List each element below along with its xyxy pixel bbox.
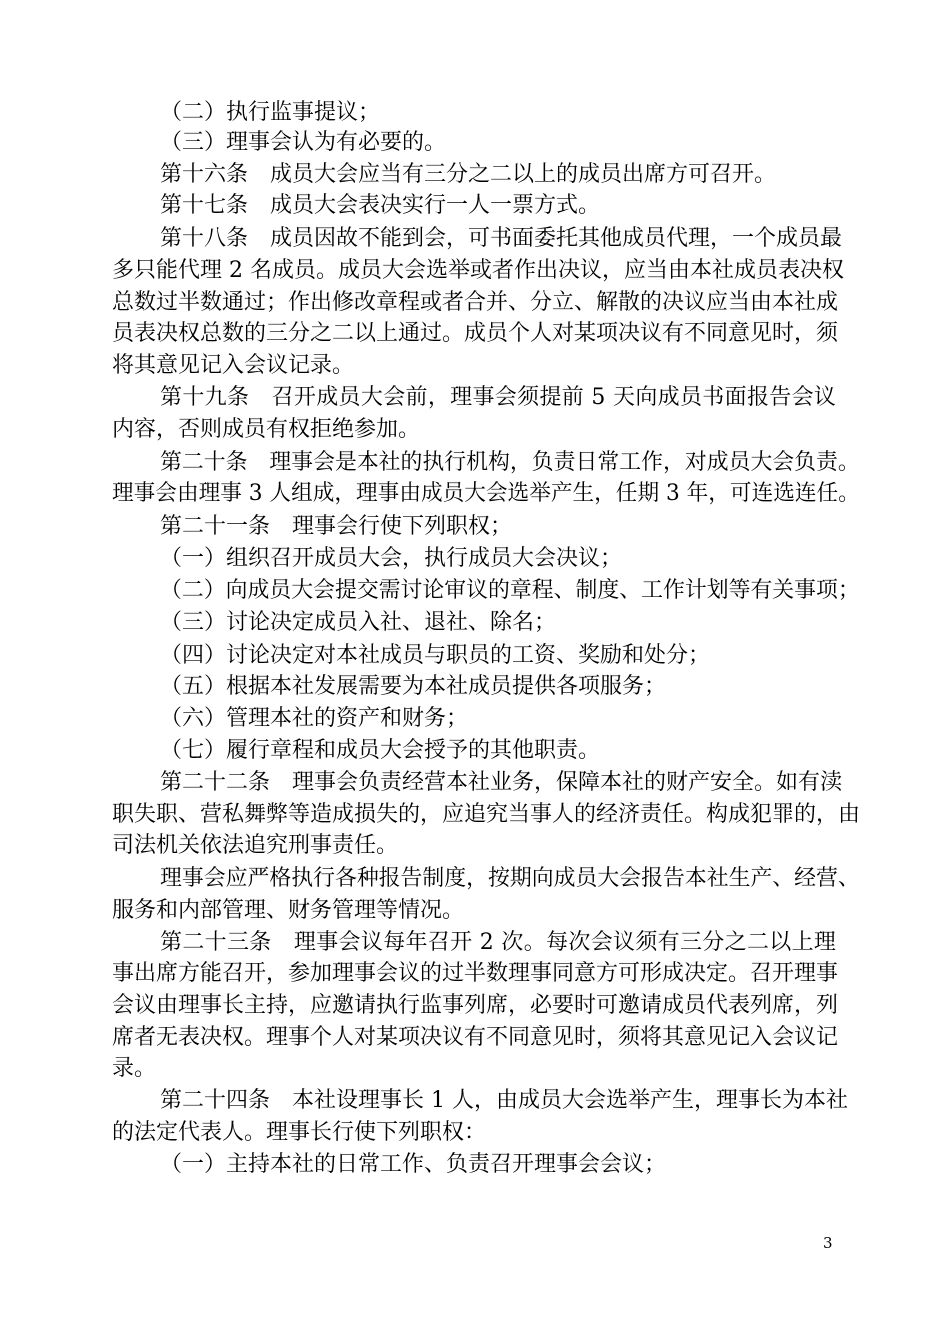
text-line: （一）主持本社的日常工作、负责召开理事会会议；	[160, 1152, 667, 1177]
text-line: 内容，否则成员有权拒绝参加。	[112, 417, 421, 442]
text-line: （二）向成员大会提交需讨论审议的章程、制度、工作计划等有关事项；	[160, 578, 860, 603]
text-line: 第二十条 理事会是本社的执行机构，负责日常工作，对成员大会负责。	[160, 450, 860, 475]
text-line: 第二十三条 理事会议每年召开 2 次。每次会议须有三分之二以上理	[160, 930, 837, 955]
text-line: 总数过半数通过；作出修改章程或者合并、分立、解散的决议应当由本社成	[112, 290, 839, 315]
text-line: 司法机关依法追究刑事责任。	[112, 833, 399, 858]
text-line: （六）管理本社的资产和财务；	[160, 706, 469, 731]
text-line: 第十九条 召开成员大会前，理事会须提前 5 天向成员书面报告会议	[160, 385, 837, 410]
text-line: 服务和内部管理、财务管理等情况。	[112, 898, 465, 923]
page-number: 3	[823, 1234, 833, 1252]
text-line: 会议由理事长主持，应邀请执行监事列席，必要时可邀请成员代表列席，列	[112, 993, 839, 1018]
text-line: 将其意见记入会议记录。	[112, 353, 355, 378]
text-line: （五）根据本社发展需要为本社成员提供各项服务；	[160, 674, 667, 699]
text-line: 第十七条 成员大会表决实行一人一票方式。	[160, 193, 601, 218]
text-line: 席者无表决权。理事个人对某项决议有不同意见时，须将其意见记入会议记	[112, 1025, 839, 1050]
text-line: 多只能代理 2 名成员。成员大会选举或者作出决议，应当由本社成员表决权	[112, 258, 844, 283]
text-line: 理事会由理事 3 人组成，理事由成员大会选举产生，任期 3 年，可连选连任。	[112, 481, 860, 506]
text-line: 第二十四条 本社设理事长 1 人，由成员大会选举产生，理事长为本社	[160, 1088, 848, 1113]
text-line: 理事会应严格执行各种报告制度，按期向成员大会报告本社生产、经营、	[160, 866, 860, 891]
text-line: 录。	[112, 1056, 157, 1081]
text-line: 第十六条 成员大会应当有三分之二以上的成员出席方可召开。	[160, 162, 777, 187]
text-line: 职失职、营私舞弊等造成损失的，应追究当事人的经济责任。构成犯罪的，由	[112, 802, 861, 827]
text-line: （四）讨论决定对本社成员与职员的工资、奖励和处分；	[160, 643, 711, 668]
text-line: 第二十一条 理事会行使下列职权；	[160, 514, 513, 539]
text-line: （三）理事会认为有必要的。	[160, 130, 447, 155]
text-line: 的法定代表人。理事长行使下列职权：	[112, 1120, 487, 1145]
text-line: 第二十二条 理事会负责经营本社业务，保障本社的财产安全。如有渎	[160, 770, 843, 795]
text-line: （一）组织召开成员大会，执行成员大会决议；	[160, 546, 623, 571]
text-line: 员表决权总数的三分之二以上通过。成员个人对某项决议有不同意见时，须	[112, 321, 839, 346]
text-line: （三）讨论决定成员入社、退社、除名；	[160, 610, 557, 635]
text-line: 第十八条 成员因故不能到会，可书面委托其他成员代理，一个成员最	[160, 226, 843, 251]
text-line: 事出席方能召开，参加理事会议的过半数理事同意方可形成决定。召开理事	[112, 961, 839, 986]
text-line: （二）执行监事提议；	[160, 100, 381, 125]
text-line: （七）履行章程和成员大会授予的其他职责。	[160, 738, 601, 763]
